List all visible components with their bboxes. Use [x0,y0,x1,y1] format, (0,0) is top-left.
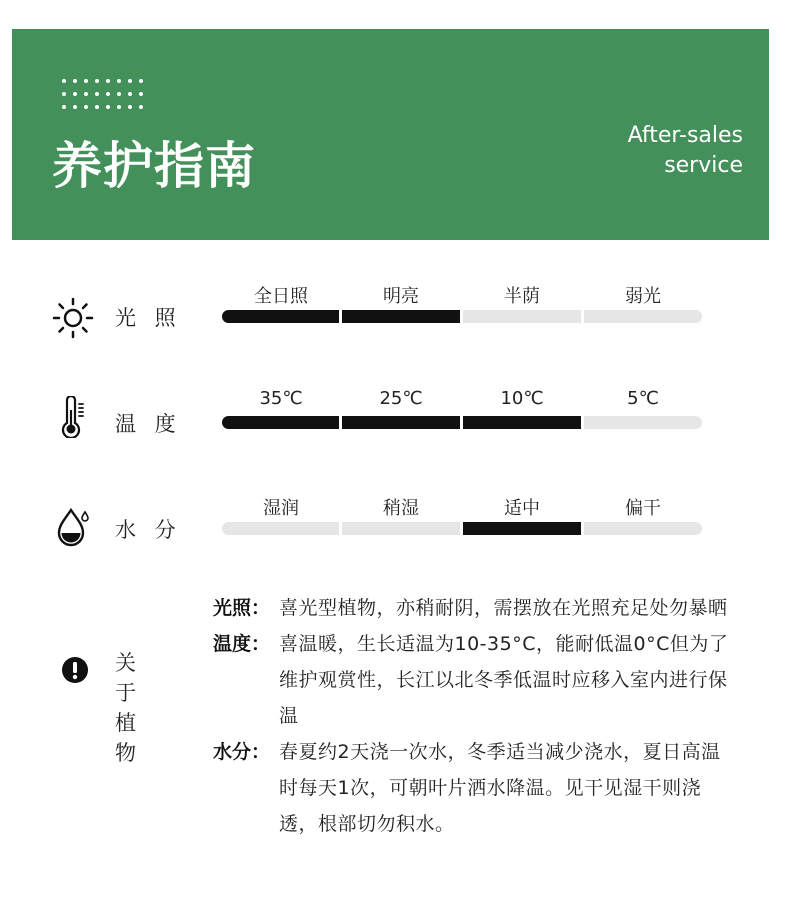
level-segment [342,310,460,323]
sun-icon [52,297,94,339]
level-segment [222,416,339,429]
scale-label: 10℃ [500,388,544,409]
exclamation-icon [61,656,89,684]
note-water [213,734,753,842]
note-text: 春夏约2天浇一次水，冬季适当减少浇水，夏日高温时每天1次，可朝叶片洒水降温。见干见湿干则浇透，根部切勿积水。 [279,741,721,835]
level-bar-temperature [222,416,702,429]
level-segment [222,310,339,323]
about-label-line-1: 关 于 [115,651,142,705]
note-text: 喜温暖，生长适温为10-35°C，能耐低温0°C但为了维护观赏性，长江以北冬季低温时应移入室内进行保温 [279,633,729,727]
note-key: 温度： [213,633,271,655]
scale-label: 偏干 [625,498,661,519]
scale-labels-temperature [222,388,702,412]
scale-label: 稍湿 [383,498,419,519]
scale-label: 湿润 [263,498,299,519]
level-segment [463,310,581,323]
thermometer-icon [52,396,94,438]
dot-grid-decoration [60,77,148,113]
row-label-water: 水 分 [115,518,182,542]
page-subtitle [628,121,743,181]
level-segment [342,416,460,429]
level-segment [463,416,581,429]
scale-label: 弱光 [625,286,661,307]
row-label-temperature: 温 度 [115,412,182,436]
scale-label: 适中 [504,498,540,519]
level-bar-light [222,310,702,323]
note-temperature [213,626,753,734]
level-segment [463,522,581,535]
subtitle-line-2: service [664,153,743,178]
page-title: 养护指南 [52,137,256,195]
level-segment [584,522,702,535]
care-row-temperature [0,386,790,466]
about-label-line-2: 植 物 [115,711,142,765]
level-bar-water [222,522,702,535]
subtitle-line-1: After-sales [627,123,743,148]
note-key: 水分： [213,741,271,763]
level-segment [222,522,339,535]
scale-label: 35℃ [259,388,303,409]
scale-label: 半荫 [504,286,540,307]
level-segment [342,522,460,535]
note-light [213,590,753,626]
care-row-light [0,280,790,360]
about-label [115,648,175,768]
scale-label: 全日照 [254,286,308,307]
note-key: 光照： [213,597,271,619]
care-notes [213,590,753,842]
scale-label: 25℃ [379,388,423,409]
row-label-light: 光 照 [115,306,182,330]
level-segment [584,310,702,323]
scale-labels-light [222,282,702,306]
scale-labels-water [222,494,702,518]
note-text: 喜光型植物，亦稍耐阴，需摆放在光照充足处勿暴晒 [279,597,728,619]
level-segment [584,416,702,429]
scale-label: 5℃ [627,388,659,409]
water-drop-icon [52,506,94,548]
scale-label: 明亮 [383,286,419,307]
care-row-water [0,492,790,572]
